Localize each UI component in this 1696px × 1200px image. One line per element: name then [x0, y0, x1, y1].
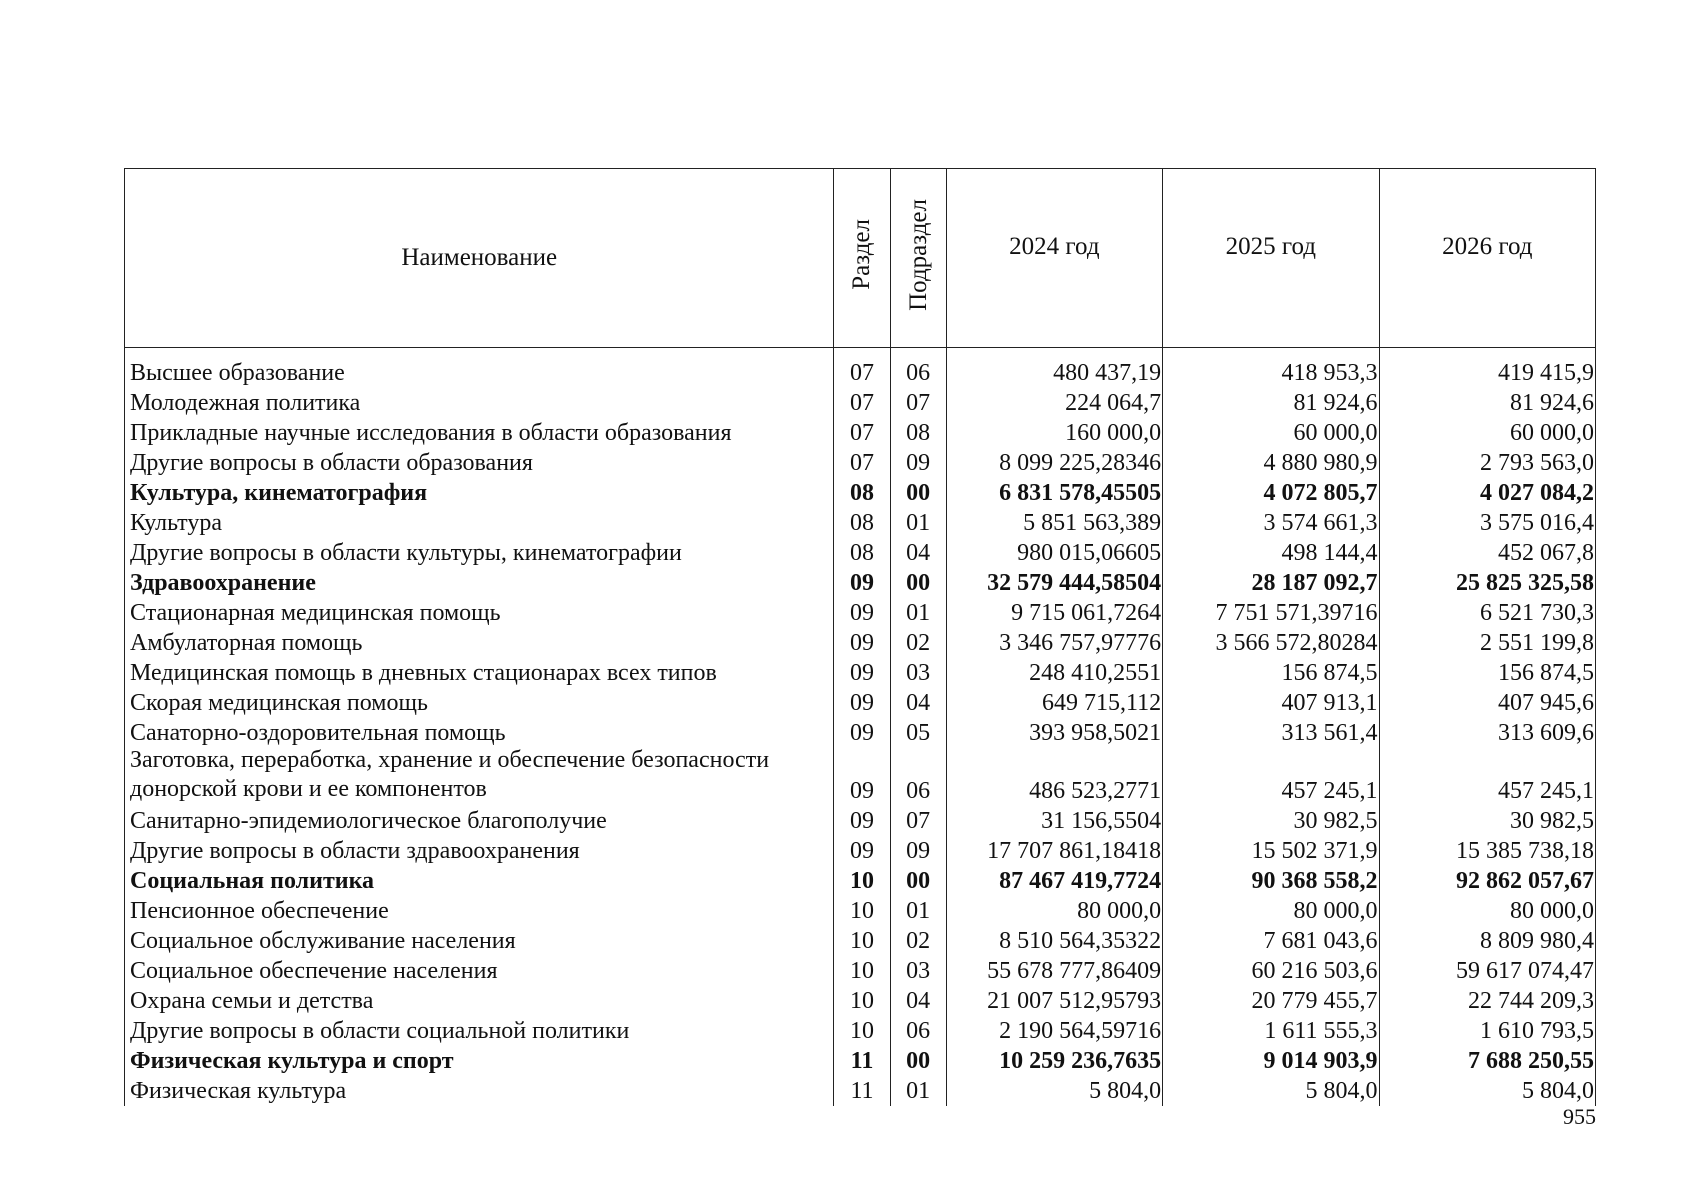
row-value-2026: 25 825 325,58	[1379, 566, 1595, 596]
table-row	[125, 626, 1596, 656]
row-section: 10	[834, 864, 890, 894]
row-value-2024: 10 259 236,7635	[946, 1044, 1162, 1074]
row-name: Санаторно-оздоровительная помощь	[125, 716, 834, 746]
row-value-2025: 5 804,0	[1163, 1074, 1379, 1106]
row-name: Культура, кинематография	[125, 476, 834, 506]
row-subsection: 01	[890, 506, 946, 536]
row-value-2025: 4 880 980,9	[1163, 446, 1379, 476]
header-section	[834, 169, 890, 348]
row-value-2025: 457 245,1	[1163, 746, 1379, 804]
row-name: Социальное обеспечение населения	[125, 954, 834, 984]
row-subsection: 00	[890, 476, 946, 506]
row-value-2026: 59 617 074,47	[1379, 954, 1595, 984]
table-row	[125, 416, 1596, 446]
row-section: 07	[834, 348, 890, 387]
row-value-2026: 407 945,6	[1379, 686, 1595, 716]
table-row	[125, 656, 1596, 686]
table-row	[125, 596, 1596, 626]
row-value-2024: 8 510 564,35322	[946, 924, 1162, 954]
table-row	[125, 746, 1596, 804]
row-value-2024: 8 099 225,28346	[946, 446, 1162, 476]
table-row	[125, 386, 1596, 416]
row-section: 11	[834, 1074, 890, 1106]
row-value-2025: 30 982,5	[1163, 804, 1379, 834]
row-subsection: 01	[890, 596, 946, 626]
row-value-2024: 9 715 061,7264	[946, 596, 1162, 626]
row-value-2026: 457 245,1	[1379, 746, 1595, 804]
table-row	[125, 348, 1596, 387]
row-value-2024: 80 000,0	[946, 894, 1162, 924]
row-section: 09	[834, 746, 890, 804]
row-value-2026: 419 415,9	[1379, 348, 1595, 387]
row-value-2024: 248 410,2551	[946, 656, 1162, 686]
row-subsection: 01	[890, 1074, 946, 1106]
table-row	[125, 894, 1596, 924]
header-name: Наименование	[125, 169, 834, 348]
table-row	[125, 686, 1596, 716]
row-name: Физическая культура	[125, 1074, 834, 1106]
row-name: Охрана семьи и детства	[125, 984, 834, 1014]
row-subsection: 06	[890, 746, 946, 804]
row-value-2026: 6 521 730,3	[1379, 596, 1595, 626]
row-name: Культура	[125, 506, 834, 536]
row-name: Другие вопросы в области здравоохранения	[125, 834, 834, 864]
header-subsection-label: Подраздел	[904, 198, 932, 311]
row-value-2025: 4 072 805,7	[1163, 476, 1379, 506]
row-subsection: 00	[890, 1044, 946, 1074]
row-section: 09	[834, 716, 890, 746]
row-value-2025: 3 574 661,3	[1163, 506, 1379, 536]
row-section: 09	[834, 686, 890, 716]
table-row	[125, 804, 1596, 834]
row-value-2024: 649 715,112	[946, 686, 1162, 716]
row-subsection: 07	[890, 386, 946, 416]
budget-table	[124, 168, 1596, 1106]
row-value-2024: 224 064,7	[946, 386, 1162, 416]
row-section: 07	[834, 386, 890, 416]
row-name: Социальное обслуживание населения	[125, 924, 834, 954]
row-subsection: 04	[890, 686, 946, 716]
row-section: 09	[834, 804, 890, 834]
table-row	[125, 954, 1596, 984]
row-value-2024: 980 015,06605	[946, 536, 1162, 566]
row-value-2026: 1 610 793,5	[1379, 1014, 1595, 1044]
table-row	[125, 924, 1596, 954]
row-section: 09	[834, 596, 890, 626]
row-value-2025: 7 751 571,39716	[1163, 596, 1379, 626]
row-subsection: 04	[890, 536, 946, 566]
table-header-row	[125, 169, 1596, 348]
row-name: Высшее образование	[125, 348, 834, 387]
row-value-2026: 3 575 016,4	[1379, 506, 1595, 536]
row-subsection: 00	[890, 566, 946, 596]
table-row	[125, 506, 1596, 536]
row-value-2025: 313 561,4	[1163, 716, 1379, 746]
row-name: Пенсионное обеспечение	[125, 894, 834, 924]
row-name: Другие вопросы в области социальной политики	[125, 1014, 834, 1044]
row-value-2025: 80 000,0	[1163, 894, 1379, 924]
row-value-2025: 90 368 558,2	[1163, 864, 1379, 894]
row-value-2025: 418 953,3	[1163, 348, 1379, 387]
row-name: Социальная политика	[125, 864, 834, 894]
row-section: 08	[834, 506, 890, 536]
row-subsection: 09	[890, 834, 946, 864]
row-value-2025: 28 187 092,7	[1163, 566, 1379, 596]
row-name: Другие вопросы в области культуры, кинематографии	[125, 536, 834, 566]
table-body	[125, 348, 1596, 1107]
row-name: Стационарная медицинская помощь	[125, 596, 834, 626]
row-value-2026: 313 609,6	[1379, 716, 1595, 746]
row-value-2026: 5 804,0	[1379, 1074, 1595, 1106]
row-value-2026: 8 809 980,4	[1379, 924, 1595, 954]
row-value-2025: 15 502 371,9	[1163, 834, 1379, 864]
row-value-2026: 4 027 084,2	[1379, 476, 1595, 506]
header-2024: 2024 год	[946, 169, 1162, 348]
row-subsection: 07	[890, 804, 946, 834]
row-section: 10	[834, 954, 890, 984]
table-row	[125, 566, 1596, 596]
row-value-2024: 393 958,5021	[946, 716, 1162, 746]
row-subsection: 05	[890, 716, 946, 746]
row-section: 10	[834, 1014, 890, 1044]
row-value-2024: 480 437,19	[946, 348, 1162, 387]
table-row	[125, 864, 1596, 894]
table-row	[125, 446, 1596, 476]
header-section-label: Раздел	[848, 219, 876, 290]
table-row	[125, 1074, 1596, 1106]
row-name: Прикладные научные исследования в области образования	[125, 416, 834, 446]
row-subsection: 02	[890, 626, 946, 656]
row-value-2026: 15 385 738,18	[1379, 834, 1595, 864]
row-section: 07	[834, 416, 890, 446]
row-subsection: 06	[890, 1014, 946, 1044]
row-subsection: 03	[890, 954, 946, 984]
row-value-2026: 81 924,6	[1379, 386, 1595, 416]
table-row	[125, 834, 1596, 864]
table-row	[125, 536, 1596, 566]
row-value-2026: 30 982,5	[1379, 804, 1595, 834]
row-subsection: 06	[890, 348, 946, 387]
row-value-2026: 2 793 563,0	[1379, 446, 1595, 476]
table-row	[125, 1044, 1596, 1074]
row-subsection: 03	[890, 656, 946, 686]
row-value-2025: 20 779 455,7	[1163, 984, 1379, 1014]
row-value-2024: 2 190 564,59716	[946, 1014, 1162, 1044]
table-row	[125, 984, 1596, 1014]
row-value-2026: 2 551 199,8	[1379, 626, 1595, 656]
row-value-2025: 60 000,0	[1163, 416, 1379, 446]
row-value-2024: 5 851 563,389	[946, 506, 1162, 536]
row-value-2024: 160 000,0	[946, 416, 1162, 446]
row-section: 08	[834, 536, 890, 566]
header-subsection	[890, 169, 946, 348]
row-section: 10	[834, 924, 890, 954]
row-section: 07	[834, 446, 890, 476]
row-section: 09	[834, 656, 890, 686]
row-value-2024: 31 156,5504	[946, 804, 1162, 834]
row-value-2025: 9 014 903,9	[1163, 1044, 1379, 1074]
row-value-2024: 3 346 757,97776	[946, 626, 1162, 656]
row-name: Заготовка, переработка, хранение и обеспечение безопасности донорской крови и ее компонентов	[125, 746, 834, 804]
row-subsection: 01	[890, 894, 946, 924]
row-value-2026: 452 067,8	[1379, 536, 1595, 566]
row-subsection: 02	[890, 924, 946, 954]
row-subsection: 08	[890, 416, 946, 446]
row-value-2025: 156 874,5	[1163, 656, 1379, 686]
row-name: Амбулаторная помощь	[125, 626, 834, 656]
page-number: 955	[1563, 1104, 1596, 1129]
row-value-2026: 92 862 057,67	[1379, 864, 1595, 894]
row-name: Физическая культура и спорт	[125, 1044, 834, 1074]
row-name: Молодежная политика	[125, 386, 834, 416]
row-value-2025: 498 144,4	[1163, 536, 1379, 566]
row-section: 09	[834, 626, 890, 656]
row-value-2024: 17 707 861,18418	[946, 834, 1162, 864]
table-row	[125, 1014, 1596, 1044]
row-value-2024: 21 007 512,95793	[946, 984, 1162, 1014]
row-section: 09	[834, 566, 890, 596]
table-row	[125, 476, 1596, 506]
row-subsection: 09	[890, 446, 946, 476]
row-value-2026: 80 000,0	[1379, 894, 1595, 924]
row-subsection: 04	[890, 984, 946, 1014]
row-subsection: 00	[890, 864, 946, 894]
row-value-2024: 55 678 777,86409	[946, 954, 1162, 984]
row-section: 11	[834, 1044, 890, 1074]
row-name: Скорая медицинская помощь	[125, 686, 834, 716]
row-value-2026: 22 744 209,3	[1379, 984, 1595, 1014]
row-value-2026: 60 000,0	[1379, 416, 1595, 446]
row-value-2025: 407 913,1	[1163, 686, 1379, 716]
row-value-2025: 7 681 043,6	[1163, 924, 1379, 954]
row-section: 08	[834, 476, 890, 506]
row-section: 10	[834, 984, 890, 1014]
row-value-2025: 81 924,6	[1163, 386, 1379, 416]
table-row	[125, 716, 1596, 746]
row-value-2024: 87 467 419,7724	[946, 864, 1162, 894]
row-value-2025: 60 216 503,6	[1163, 954, 1379, 984]
header-2026: 2026 год	[1379, 169, 1595, 348]
row-name: Санитарно-эпидемиологическое благополучие	[125, 804, 834, 834]
header-2025: 2025 год	[1163, 169, 1379, 348]
row-name: Другие вопросы в области образования	[125, 446, 834, 476]
row-value-2026: 156 874,5	[1379, 656, 1595, 686]
row-section: 10	[834, 894, 890, 924]
row-value-2026: 7 688 250,55	[1379, 1044, 1595, 1074]
row-value-2024: 5 804,0	[946, 1074, 1162, 1106]
row-value-2025: 3 566 572,80284	[1163, 626, 1379, 656]
row-value-2024: 32 579 444,58504	[946, 566, 1162, 596]
row-section: 09	[834, 834, 890, 864]
row-value-2025: 1 611 555,3	[1163, 1014, 1379, 1044]
row-value-2024: 486 523,2771	[946, 746, 1162, 804]
row-value-2024: 6 831 578,45505	[946, 476, 1162, 506]
row-name: Медицинская помощь в дневных стационарах всех типов	[125, 656, 834, 686]
row-name: Здравоохранение	[125, 566, 834, 596]
